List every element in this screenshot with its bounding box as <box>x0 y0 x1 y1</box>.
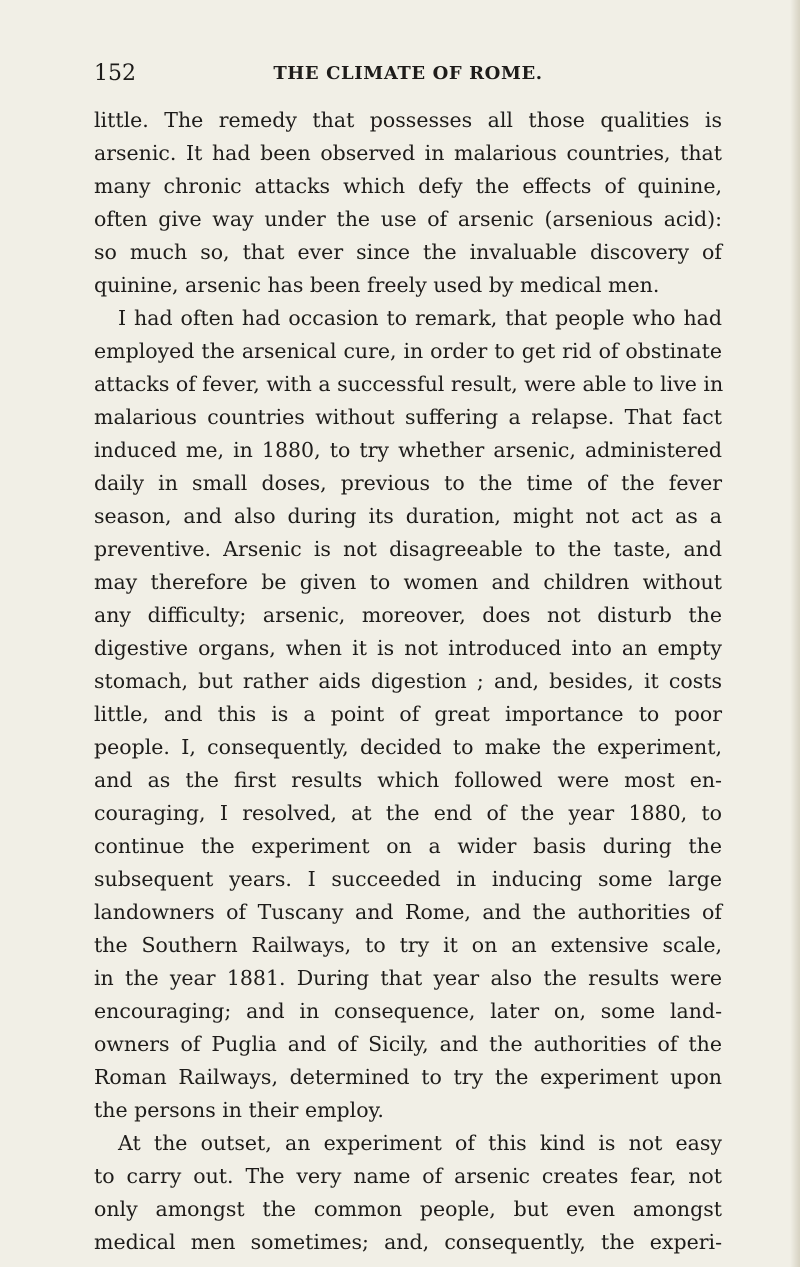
text-line: the persons in their employ. <box>94 1098 384 1122</box>
text-line: owners of Puglia and of Sicily, and the authorities of the <box>94 1032 722 1056</box>
text-line: in the year 1881. During that year also the results were <box>94 966 722 990</box>
text-line: the Southern Railways, to try it on an extensive scale, <box>94 933 722 957</box>
text-line: Roman Railways, determined to try the experiment upon <box>94 1065 722 1089</box>
body-text <box>94 104 722 1259</box>
text-line: season, and also during its duration, might not act as a <box>94 504 722 528</box>
running-head: THE CLIMATE OF ROME. <box>273 63 543 84</box>
text-line: landowners of Tuscany and Rome, and the authorities of <box>94 900 722 924</box>
page-number: 152 <box>94 61 136 86</box>
text-line: many chronic attacks which defy the effects of quinine, <box>94 174 722 198</box>
text-line: continue the experiment on a wider basis during the <box>94 834 722 858</box>
text-line: employed the arsenical cure, in order to get rid of obstinate <box>94 339 722 363</box>
text-line: daily in small doses, previous to the time of the fever <box>94 471 722 495</box>
text-line: only amongst the common people, but even amongst <box>94 1197 722 1221</box>
text-line: arsenic. It had been observed in malarious countries, that <box>94 141 722 165</box>
text-line: little. The remedy that possesses all those qualities is <box>94 108 722 132</box>
text-line: often give way under the use of arsenic (arsenious acid): <box>94 207 722 231</box>
text-line: little, and this is a point of great importance to poor <box>94 702 722 726</box>
text-line: so much so, that ever since the invaluable discovery of <box>94 240 722 264</box>
text-line: medical men sometimes; and, consequently, the experi- <box>94 1230 722 1254</box>
text-line: subsequent years. I succeeded in inducing some large <box>94 867 722 891</box>
text-line: may therefore be given to women and children without <box>94 570 722 594</box>
text-line: At the outset, an experiment of this kind is not easy <box>118 1131 722 1155</box>
text-line: digestive organs, when it is not introduced into an empty <box>94 636 722 660</box>
text-line: any difficulty; arsenic, moreover, does not disturb the <box>94 603 722 627</box>
text-line: people. I, consequently, decided to make the experiment, <box>94 735 722 759</box>
text-line: preventive. Arsenic is not disagreeable to the taste, and <box>94 537 722 561</box>
text-line: to carry out. The very name of arsenic creates fear, not <box>94 1164 722 1188</box>
text-line: stomach, but rather aids digestion ; and, besides, it costs <box>94 669 722 693</box>
text-line: encouraging; and in consequence, later on, some land- <box>94 999 722 1023</box>
text-line: attacks of fever, with a successful result, were able to live in <box>94 372 724 396</box>
page-edge-shadow <box>790 0 800 1267</box>
text-line: and as the first results which followed were most en- <box>94 768 722 792</box>
text-line: I had often had occasion to remark, that people who had <box>118 306 722 330</box>
text-line: malarious countries without suffering a relapse. That fact <box>94 405 722 429</box>
text-line: couraging, I resolved, at the end of the year 1880, to <box>94 801 722 825</box>
page-header <box>94 60 722 90</box>
text-line: induced me, in 1880, to try whether arsenic, administered <box>94 438 722 462</box>
text-line: quinine, arsenic has been freely used by medical men. <box>94 273 660 297</box>
